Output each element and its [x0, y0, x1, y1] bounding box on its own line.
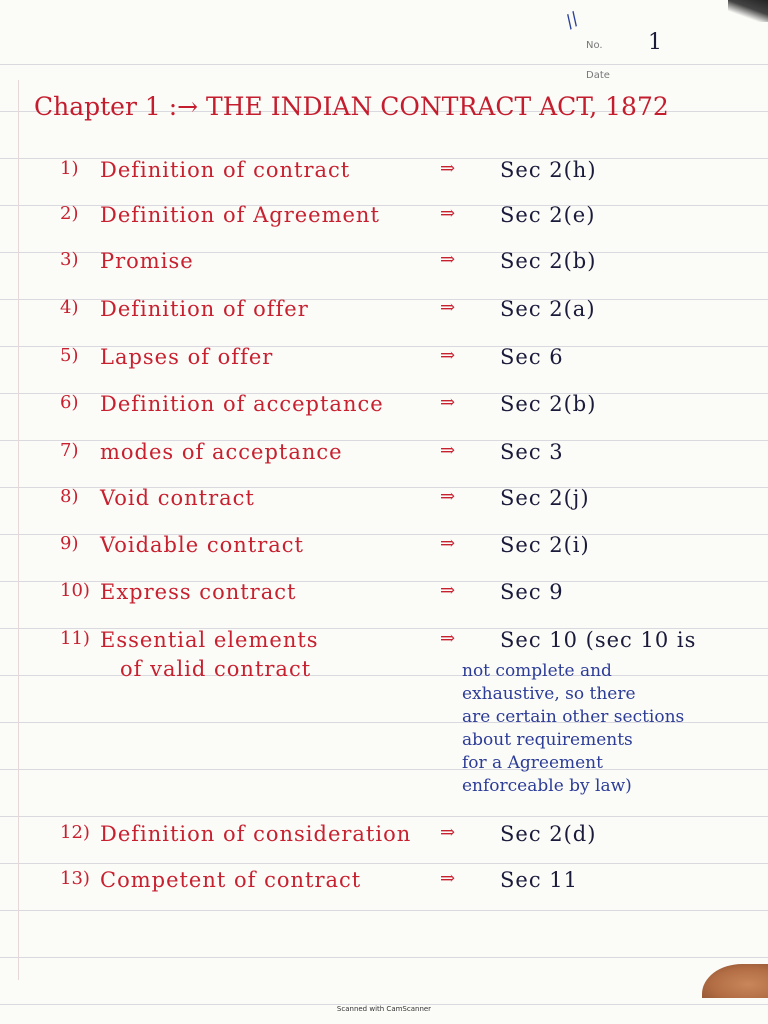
item-number: 8) [60, 486, 79, 507]
item-section: Sec 2(b) [500, 249, 597, 273]
note-line: not complete and [462, 661, 612, 681]
note-line: for a Agreement [462, 753, 603, 773]
list-item [60, 203, 760, 239]
item-topic: Voidable contract [100, 533, 304, 557]
item-section: Sec 9 [500, 580, 564, 604]
arrow-icon: ⇒ [440, 868, 456, 889]
list-item [60, 158, 760, 194]
item-topic: Definition of offer [100, 297, 309, 321]
item-topic: Competent of contract [100, 868, 362, 892]
no-label: No. [586, 40, 603, 51]
item-topic: Definition of Agreement [100, 203, 380, 227]
arrow-icon: ⇒ [440, 440, 456, 461]
item-section: Sec 2(h) [500, 158, 597, 182]
item-section: Sec 3 [500, 440, 564, 464]
note-line: exhaustive, so there [462, 684, 636, 704]
item-topic: Void contract [100, 486, 255, 510]
item-section: Sec 6 [500, 345, 564, 369]
item-topic: Definition of contract [100, 158, 351, 182]
item-section: Sec 2(j) [500, 486, 590, 510]
list-item [60, 345, 760, 381]
item-number: 11) [60, 628, 90, 649]
item-section: Sec 2(i) [500, 533, 590, 557]
item-number: 12) [60, 822, 90, 843]
item-number: 2) [60, 203, 79, 224]
arrow-icon: ⇒ [440, 580, 456, 601]
list-item [60, 249, 760, 285]
date-label: Date [586, 70, 610, 81]
item-section: Sec 2(a) [500, 297, 596, 321]
arrow-icon: ⇒ [440, 158, 456, 179]
arrow-icon: ⇒ [440, 822, 456, 843]
list-item [60, 580, 760, 616]
item-topic: Definition of consideration [100, 822, 412, 846]
arrow-icon: ⇒ [440, 533, 456, 554]
item-topic-continuation: of valid contract [120, 657, 312, 681]
item-topic: Express contract [100, 580, 297, 604]
arrow-icon: ⇒ [440, 628, 456, 649]
page-corner-shadow [728, 0, 768, 22]
item-section: Sec 2(b) [500, 392, 597, 416]
item-number: 4) [60, 297, 79, 318]
list-item [60, 486, 760, 522]
arrow-icon: ⇒ [440, 203, 456, 224]
item-number: 3) [60, 249, 79, 270]
item-topic: Lapses of offer [100, 345, 274, 369]
list-item [60, 822, 760, 858]
arrow-icon: ⇒ [440, 392, 456, 413]
page-number: 1 [648, 30, 662, 55]
chapter-heading: Chapter 1 :→ THE INDIAN CONTRACT ACT, 1872 [34, 92, 669, 121]
note-line: about requirements [462, 730, 633, 750]
item-number: 10) [60, 580, 90, 601]
pen-mark: // [561, 8, 583, 33]
list-item [60, 533, 760, 569]
item-number: 5) [60, 345, 79, 366]
item-number: 6) [60, 392, 79, 413]
item-topic: modes of acceptance [100, 440, 343, 464]
section-note [462, 660, 762, 798]
arrow-icon: ⇒ [440, 249, 456, 270]
list-item [60, 297, 760, 333]
item-topic: Promise [100, 249, 194, 273]
item-number: 1) [60, 158, 79, 179]
note-line: are certain other sections [462, 707, 685, 727]
list-item [60, 868, 760, 904]
arrow-icon: ⇒ [440, 345, 456, 366]
arrow-icon: ⇒ [440, 297, 456, 318]
list-item [60, 392, 760, 428]
item-section: Sec 10 (sec 10 is [500, 628, 697, 652]
item-section: Sec 2(d) [500, 822, 597, 846]
arrow-icon: ⇒ [440, 486, 456, 507]
item-number: 9) [60, 533, 79, 554]
list-item [60, 440, 760, 476]
margin-line [18, 80, 19, 980]
item-section: Sec 2(e) [500, 203, 596, 227]
note-line: enforceable by law) [462, 776, 632, 796]
item-number: 7) [60, 440, 79, 461]
scanner-footer: Scanned with CamScanner [336, 1005, 432, 1013]
item-section: Sec 11 [500, 868, 578, 892]
item-topic: Definition of acceptance [100, 392, 384, 416]
item-topic: Essential elements [100, 628, 319, 652]
item-number: 13) [60, 868, 90, 889]
thumb-image [702, 964, 768, 998]
